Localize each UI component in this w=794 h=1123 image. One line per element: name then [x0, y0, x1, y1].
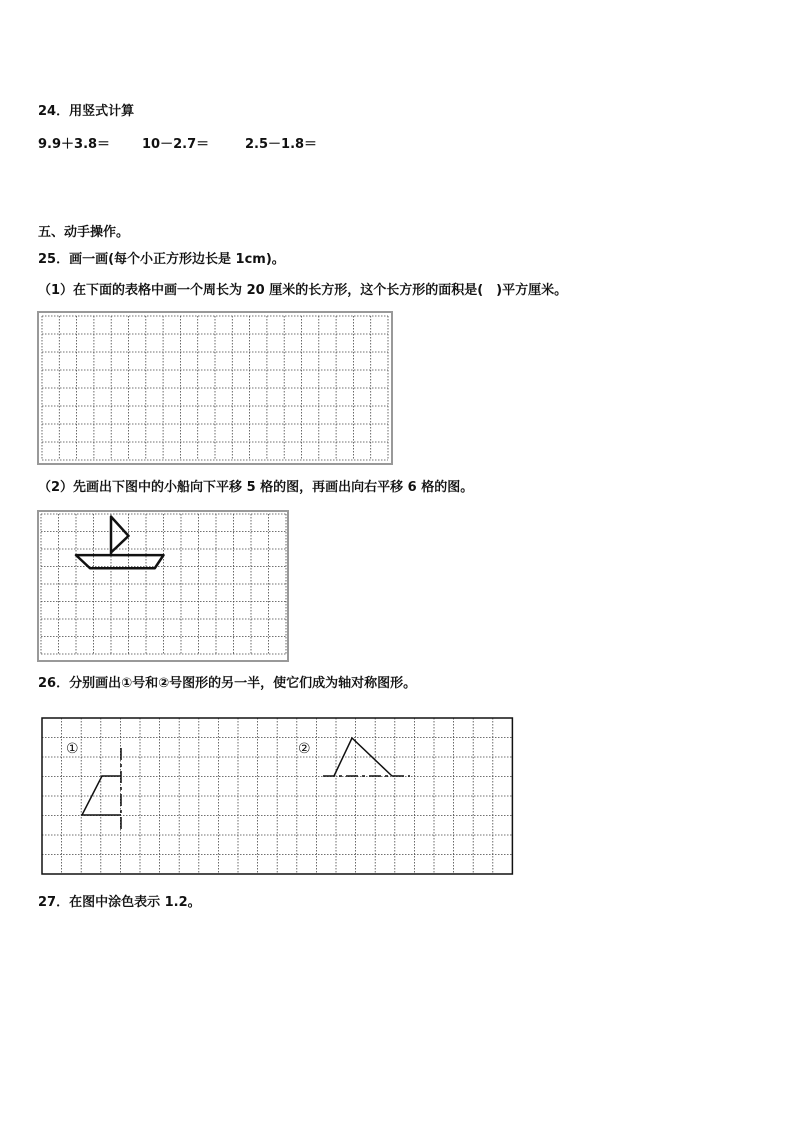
q27-title: 27．在图中涂色表示 1.2。 [38, 895, 201, 910]
q25-title: 25．画一画(每个小正方形边长是 1cm)。 [38, 252, 285, 267]
q26-grid[interactable] [42, 718, 512, 874]
grid-border [38, 511, 288, 661]
q25-grid-1[interactable] [38, 312, 392, 464]
q26-label-2: ② [298, 741, 311, 757]
q25-grid-boat[interactable] [38, 511, 288, 661]
section-5-title: 五、动手操作。 [38, 225, 130, 240]
q24-expr-3: 2.5－1.8＝ [245, 137, 318, 152]
q24-expr-1: 9.9＋3.8＝ [38, 137, 111, 152]
q24-expr-2: 10－2.7＝ [142, 137, 210, 152]
q25-part1: （1）在下面的表格中画一个周长为 20 厘米的长方形，这个长方形的面积是( )平方厘米。 [38, 283, 568, 298]
q26-title: 26．分别画出①号和②号图形的另一半，使它们成为轴对称图形。 [38, 676, 417, 691]
q26-label-1: ① [66, 741, 79, 757]
q25-part2: （2）先画出下图中的小船向下平移 5 格的图，再画出向右平移 6 格的图。 [38, 480, 474, 495]
q24-title: 24．用竖式计算 [38, 104, 135, 119]
